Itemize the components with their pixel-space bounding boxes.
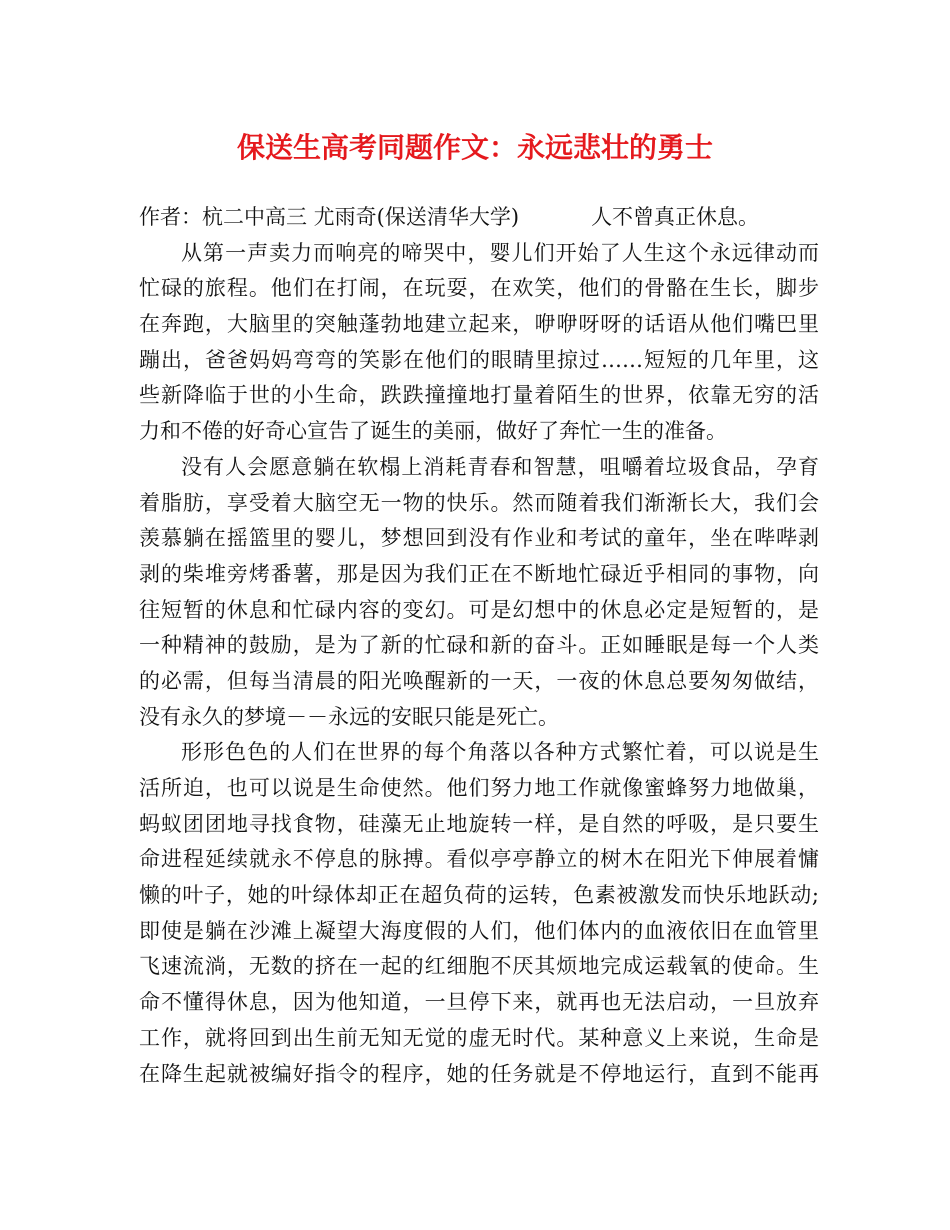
paragraph-line: 从第一声卖力而响亮的啼哭中，婴儿们开始了人生这个永远律动而 — [181, 240, 819, 265]
paragraph-line: 没有永久的梦境－－永远的安眠只能是死亡。 — [139, 704, 559, 729]
paragraph-line: 着脂肪，享受着大脑空无一物的快乐。然而随着我们渐渐长大，我们会 — [139, 490, 819, 515]
paragraph-line: 羡慕躺在摇篮里的婴儿，梦想回到没有作业和考试的童年，坐在哔哔剥 — [139, 526, 819, 551]
paragraph-line: 即使是躺在沙滩上凝望大海度假的人们，他们体内的血液依旧在血管里 — [139, 918, 819, 943]
paragraph-line: 一种精神的鼓励，是为了新的忙碌和新的奋斗。正如睡眠是每一个人类 — [139, 633, 819, 658]
paragraph-line: 力和不倦的好奇心宣告了诞生的美丽，做好了奔忙一生的准备。 — [139, 419, 727, 444]
paragraph-line: 命不懂得休息，因为他知道，一旦停下来，就再也无法启动，一旦放弃 — [139, 990, 819, 1015]
paragraph-line: 在降生起就被编好指令的程序，她的任务就是不停地运行，直到不能再 — [139, 1061, 819, 1086]
paragraph-line: 蚂蚁团团地寻找食物，硅藻无止地旋转一样，是自然的呼吸，是只要生 — [139, 811, 819, 836]
paragraph-line: 工作，就将回到出生前无知无觉的虚无时代。某种意义上来说，生命是 — [139, 1025, 819, 1050]
paragraph-line: 的必需，但每当清晨的阳光唤醒新的一天，一夜的休息总要匆匆做结， — [139, 668, 819, 693]
paragraph-line: 懒的叶子，她的叶绿体却正在超负荷的运转，色素被激发而快乐地跃动; — [139, 883, 819, 908]
paragraph-line: 飞速流淌，无数的挤在一起的红细胞不厌其烦地完成运载氧的使命。生 — [139, 954, 819, 979]
paragraph-line: 没有人会愿意躺在软榻上消耗青春和智慧，咀嚼着垃圾食品，孕育 — [181, 454, 819, 479]
document-body — [139, 200, 819, 1092]
paragraph-line: 命进程延续就永不停息的脉搏。看似亭亭静立的树木在阳光下伸展着慵 — [139, 847, 819, 872]
paragraph-line: 些新降临于世的小生命，跌跌撞撞地打量着陌生的世界，依靠无穷的活 — [139, 383, 819, 408]
author-credit: 作者：杭二中高三 尤雨奇(保送清华大学) — [139, 205, 520, 229]
paragraph-line: 形形色色的人们在世界的每个角落以各种方式繁忙着，可以说是生 — [181, 740, 819, 765]
author-line — [139, 200, 819, 236]
document-title: 保送生高考同题作文：永远悲壮的勇士 — [236, 131, 713, 164]
paragraph-line: 往短暂的休息和忙碌内容的变幻。可是幻想中的休息必定是短暂的，是 — [139, 597, 819, 622]
opening-sentence: 人不曾真正休息。 — [591, 205, 760, 229]
paragraph-line: 忙碌的旅程。他们在打闹，在玩耍，在欢笑，他们的骨骼在生长，脚步 — [139, 276, 819, 301]
paragraph-line: 在奔跑，大脑里的突触蓬勃地建立起来，咿咿呀呀的话语从他们嘴巴里 — [139, 312, 819, 337]
paragraph-line: 剥的柴堆旁烤番薯，那是因为我们正在不断地忙碌近乎相同的事物，向 — [139, 561, 819, 586]
paragraph-line: 蹦出，爸爸妈妈弯弯的笑影在他们的眼睛里掠过……短短的几年里，这 — [139, 347, 819, 372]
paragraph-line: 活所迫，也可以说是生命使然。他们努力地工作就像蜜蜂努力地做巢， — [139, 776, 819, 800]
